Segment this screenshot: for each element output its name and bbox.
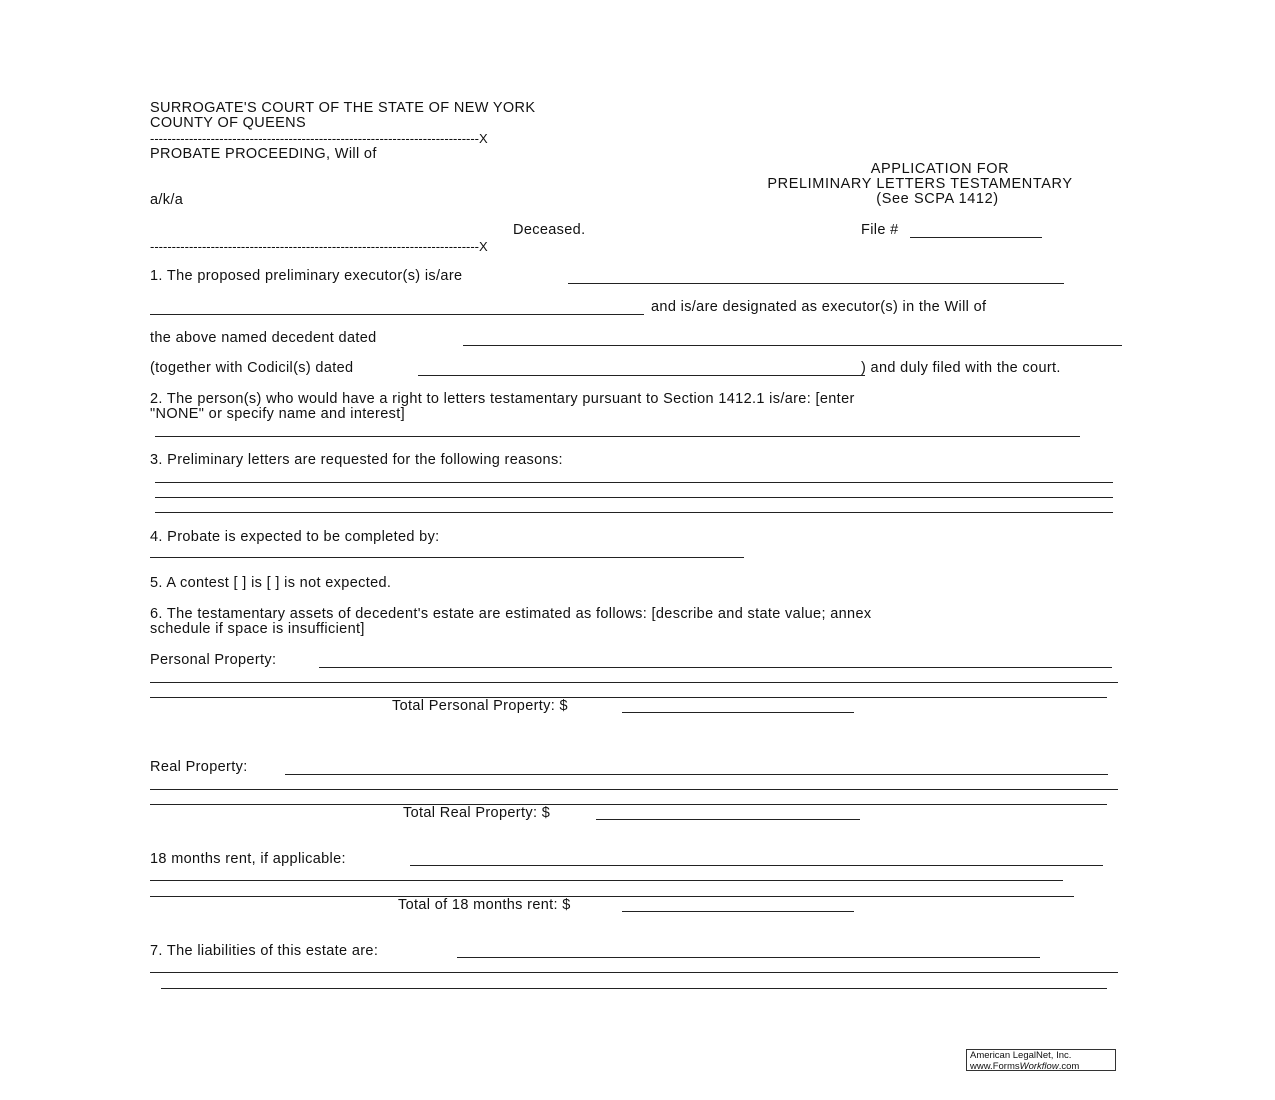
item-1-text: 1. The proposed preliminary executor(s) is/are xyxy=(150,268,463,284)
publisher-url xyxy=(970,1061,1115,1072)
liabilities-field-3[interactable] xyxy=(161,988,1107,989)
total-personal-property-field[interactable] xyxy=(622,712,854,713)
item-2-text: 2. The person(s) who would have a right to letters testamentary pursuant to Section 1412.1 is/are: [enter xyxy=(150,391,855,407)
item-1-designation-text: and is/are designated as executor(s) in the Will of xyxy=(651,299,987,315)
executor-name-field-2[interactable] xyxy=(150,314,644,315)
publisher-url-prefix: www.Forms xyxy=(970,1061,1020,1072)
rent-field-1[interactable] xyxy=(410,865,1103,866)
completion-date-field[interactable] xyxy=(150,557,744,558)
title-line-3: (See SCPA 1412) xyxy=(876,191,999,207)
file-number-field[interactable] xyxy=(910,237,1042,238)
real-property-field-3[interactable] xyxy=(150,804,1107,805)
item-5-text: 5. A contest [ ] is [ ] is not expected. xyxy=(150,575,392,591)
real-property-field-2[interactable] xyxy=(150,789,1118,790)
total-rent-field[interactable] xyxy=(622,911,854,912)
item-3-text: 3. Preliminary letters are requested for the following reasons: xyxy=(150,452,563,468)
codicil-label: (together with Codicil(s) dated xyxy=(150,360,354,376)
item-6-instruction: schedule if space is insufficient] xyxy=(150,621,365,637)
will-date-label: the above named decedent dated xyxy=(150,330,377,346)
real-property-field-1[interactable] xyxy=(285,774,1108,775)
caption-divider-bottom: ----------------------------------------------------------------------------X xyxy=(150,239,488,254)
deceased-label: Deceased. xyxy=(513,222,586,238)
publisher-url-italic: Workflow xyxy=(1019,1061,1059,1072)
liabilities-field-2[interactable] xyxy=(150,972,1118,973)
county-name: COUNTY OF QUEENS xyxy=(150,115,306,131)
reasons-field-3[interactable] xyxy=(155,512,1113,513)
item-2-instruction: "NONE" or specify name and interest] xyxy=(150,406,405,422)
total-real-property-label: Total Real Property: $ xyxy=(403,805,551,821)
title-line-2: PRELIMINARY LETTERS TESTAMENTARY xyxy=(767,176,1073,192)
executor-name-field[interactable] xyxy=(568,283,1064,284)
caption-divider-top: ----------------------------------------------------------------------------X xyxy=(150,131,488,146)
aka-label: a/k/a xyxy=(150,192,184,208)
item-4-text: 4. Probate is expected to be completed by: xyxy=(150,529,440,545)
court-name: SURROGATE'S COURT OF THE STATE OF NEW YORK xyxy=(150,100,536,116)
liabilities-field-1[interactable] xyxy=(457,957,1040,958)
total-rent-label: Total of 18 months rent: $ xyxy=(398,897,571,913)
rent-field-2[interactable] xyxy=(150,880,1063,881)
reasons-field-1[interactable] xyxy=(155,482,1113,483)
proceeding-label: PROBATE PROCEEDING, Will of xyxy=(150,146,377,162)
total-personal-property-label: Total Personal Property: $ xyxy=(392,698,568,714)
rent-field-3[interactable] xyxy=(150,896,1074,897)
publisher-name: American LegalNet, Inc. xyxy=(970,1050,1072,1061)
codicil-filed-text: ) and duly filed with the court. xyxy=(861,360,1061,376)
item-7-text: 7. The liabilities of this estate are: xyxy=(150,943,379,959)
item-6-text: 6. The testamentary assets of decedent's estate are estimated as follows: [describe and state value; annex xyxy=(150,606,872,622)
rent-label: 18 months rent, if applicable: xyxy=(150,851,346,867)
reasons-field-2[interactable] xyxy=(155,497,1113,498)
personal-property-field-2[interactable] xyxy=(150,682,1118,683)
personal-property-label: Personal Property: xyxy=(150,652,277,668)
will-date-field[interactable] xyxy=(463,345,1122,346)
real-property-label: Real Property: xyxy=(150,759,248,775)
total-real-property-field[interactable] xyxy=(596,819,860,820)
codicil-date-field[interactable] xyxy=(418,375,865,376)
title-line-1: APPLICATION FOR xyxy=(870,161,1010,177)
personal-property-field-3[interactable] xyxy=(150,697,1107,698)
personal-property-field-1[interactable] xyxy=(319,667,1112,668)
persons-entitled-field[interactable] xyxy=(155,436,1080,437)
publisher-box xyxy=(966,1049,1116,1071)
file-number-label: File # xyxy=(861,222,899,238)
publisher-url-suffix: .com xyxy=(1058,1061,1080,1072)
